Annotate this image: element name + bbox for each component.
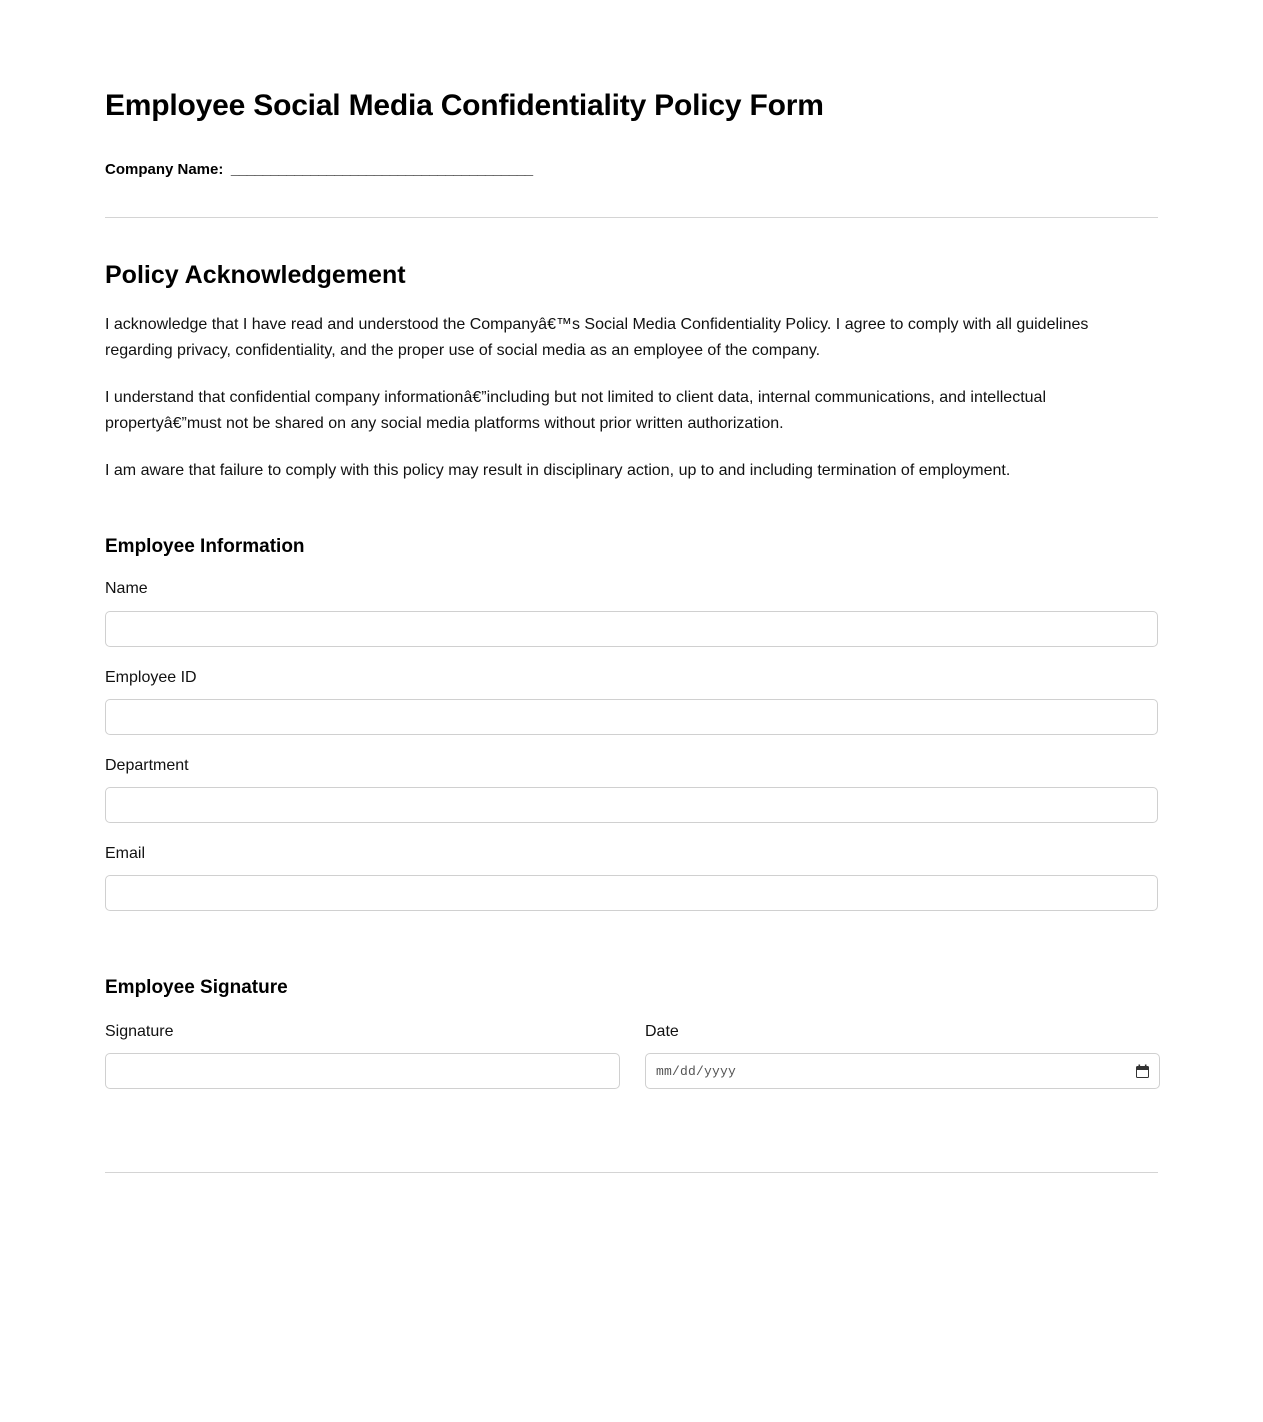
company-name-blank-rule[interactable]: ______________________________________ xyxy=(223,161,533,178)
name-input[interactable] xyxy=(105,611,1158,647)
date-input[interactable] xyxy=(645,1053,1160,1089)
department-input[interactable] xyxy=(105,787,1158,823)
employee-signature-section xyxy=(105,911,1158,1089)
field-name xyxy=(105,558,1158,646)
employee-id-input[interactable] xyxy=(105,699,1158,735)
field-label-email: Email xyxy=(105,844,146,862)
field-label-date: Date xyxy=(645,1022,679,1040)
employee-signature-heading: Employee Signature xyxy=(105,977,288,999)
signature-date-row xyxy=(105,1000,1158,1089)
field-label-department: Department xyxy=(105,756,189,774)
field-label-employee-id: Employee ID xyxy=(105,668,197,686)
field-label-signature: Signature xyxy=(105,1022,174,1040)
footer-divider xyxy=(105,1172,1158,1173)
employee-information-section xyxy=(105,484,1158,912)
policy-acknowledgement-text xyxy=(105,290,1158,484)
field-date xyxy=(645,1022,1160,1089)
company-name-label: Company Name: xyxy=(105,161,224,178)
calendar-icon[interactable] xyxy=(1136,1053,1149,1089)
date-placeholder-text: mm/dd/yyyy xyxy=(656,1063,737,1079)
policy-paragraph: I am aware that failure to comply with this policy may result in disciplinary action, up to and including termination of employment. xyxy=(105,461,1011,479)
field-signature xyxy=(105,1022,620,1089)
field-employee-id xyxy=(105,647,1158,735)
employee-information-heading: Employee Information xyxy=(105,535,305,557)
signature-input[interactable] xyxy=(105,1053,620,1089)
date-input-wrapper xyxy=(645,1053,1160,1089)
company-name-line xyxy=(105,124,1158,178)
page-title: Employee Social Media Confidentiality Policy Form xyxy=(105,89,824,122)
policy-acknowledgement-heading: Policy Acknowledgement xyxy=(105,261,406,289)
policy-paragraph: I understand that confidential company informationâ€”including but not limited to client data, internal communications, and intellectual propertyâ€”must not be shared on any social media platforms without prior written authorization. xyxy=(105,388,1046,432)
field-email xyxy=(105,823,1158,911)
policy-paragraph: I acknowledge that I have read and understood the Companyâ€™s Social Media Confidentiality Policy. I agree to comply with all guidelines regarding privacy, confidentiality, and the proper use of social media as an employee of the company. xyxy=(105,316,1089,359)
email-input[interactable] xyxy=(105,875,1158,911)
field-label-name: Name xyxy=(105,580,148,598)
field-department xyxy=(105,735,1158,823)
